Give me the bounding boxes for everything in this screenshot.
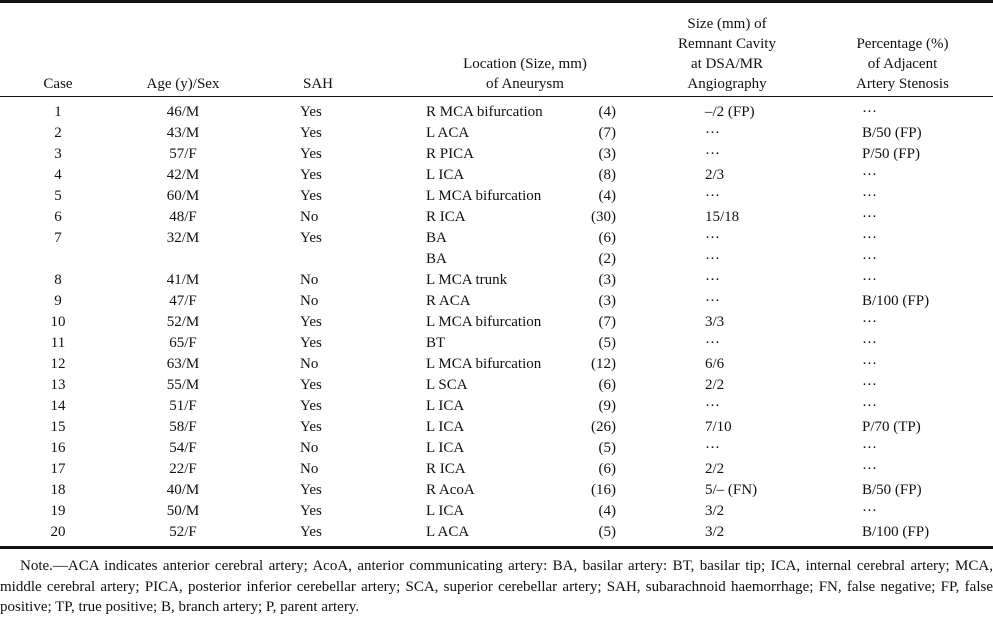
aneurysm-size-cell: (5) (598, 524, 616, 540)
remnant-cell: 2/2 (705, 461, 725, 477)
sah-cell: Yes (300, 524, 322, 540)
aneurysm-size-cell: (4) (598, 503, 616, 519)
aneurysm-size-cell: (26) (591, 419, 616, 435)
remnant-cell: 2/3 (705, 167, 725, 183)
age-sex-cell: 32/M (166, 230, 200, 246)
footnote-text: Note.—ACA indicates anterior cerebral artery; AcoA, anterior communicating artery: BA, basilar artery: BT, basilar tip; ICA, internal cerebral artery; MCA, middle cerebral artery; PICA, posterior inferior cerebellar artery; SCA, superior cerebellar artery; SAH, subarachnoid haemorrhage; FN, false negative; FP, false positive; TP, true positive; B, branch artery; P, parent artery. (0, 558, 993, 615)
table-row (0, 333, 993, 354)
age-sex-cell: 42/M (166, 167, 200, 183)
age-sex-cell: 60/M (166, 188, 200, 204)
header-location: Location (Size, mm) of Aneurysm (463, 56, 587, 92)
age-sex-cell: 43/M (166, 125, 200, 141)
aneurysm-size-cell: (4) (598, 104, 616, 120)
table-footnote (0, 556, 993, 618)
sah-cell: Yes (300, 230, 322, 246)
aneurysm-size-cell: (9) (598, 398, 616, 414)
case-cell: 3 (54, 146, 62, 162)
stenosis-cell: ··· (862, 314, 877, 330)
age-sex-cell: 58/F (169, 419, 197, 435)
remnant-cell: ··· (705, 188, 720, 204)
table-row (0, 249, 993, 270)
remnant-cell: 15/18 (705, 209, 740, 225)
aneurysm-size-cell: (4) (598, 188, 616, 204)
age-sex-cell: 65/F (169, 335, 197, 351)
header-case: Case (43, 76, 73, 92)
stenosis-cell: ··· (862, 188, 877, 204)
location-cell: BA (426, 230, 447, 246)
case-cell: 11 (50, 335, 66, 351)
sah-cell: Yes (300, 377, 322, 393)
case-cell: 9 (54, 293, 62, 309)
remnant-cell: 3/2 (705, 524, 725, 540)
age-sex-cell: 55/M (166, 377, 200, 393)
location-cell: L SCA (426, 377, 468, 393)
location-cell: L ICA (426, 419, 465, 435)
location-cell: BT (426, 335, 446, 351)
stenosis-cell: ··· (862, 230, 877, 246)
aneurysm-size-cell: (7) (598, 125, 616, 141)
location-cell: R MCA bifurcation (426, 104, 543, 120)
location-cell: L MCA trunk (426, 272, 508, 288)
table-header-rule (0, 96, 993, 97)
location-cell: L MCA bifurcation (426, 314, 542, 330)
table-row (0, 522, 993, 543)
age-sex-cell: 22/F (169, 461, 197, 477)
age-sex-cell: 63/M (166, 356, 200, 372)
location-cell: R ACA (426, 293, 471, 309)
table-row (0, 123, 993, 144)
sah-cell: No (300, 209, 319, 225)
age-sex-cell: 48/F (169, 209, 197, 225)
stenosis-cell: ··· (862, 398, 877, 414)
remnant-cell: 3/2 (705, 503, 725, 519)
table-row (0, 270, 993, 291)
stenosis-cell: ··· (862, 209, 877, 225)
remnant-cell: –/2 (FP) (705, 104, 755, 120)
remnant-cell: 5/– (FN) (705, 482, 758, 498)
case-cell: 12 (50, 356, 66, 372)
remnant-cell: ··· (705, 251, 720, 267)
sah-cell: Yes (300, 188, 322, 204)
header-age-sex: Age (y)/Sex (146, 76, 220, 92)
location-cell: L ACA (426, 524, 470, 540)
stenosis-cell: ··· (862, 272, 877, 288)
location-cell: L ACA (426, 125, 470, 141)
case-cell: 7 (54, 230, 62, 246)
aneurysm-size-cell: (8) (598, 167, 616, 183)
sah-cell: Yes (300, 398, 322, 414)
location-cell: L ICA (426, 398, 465, 414)
location-cell: R PICA (426, 146, 474, 162)
table-row (0, 501, 993, 522)
location-cell: L ICA (426, 167, 465, 183)
sah-cell: No (300, 440, 319, 456)
age-sex-cell: 41/M (166, 272, 200, 288)
table-row (0, 186, 993, 207)
stenosis-cell: P/70 (TP) (862, 419, 921, 435)
table-row (0, 417, 993, 438)
location-cell: L ICA (426, 503, 465, 519)
header-stenosis-percentage: Percentage (%) of Adjacent Artery Stenosis (856, 36, 949, 92)
sah-cell: Yes (300, 482, 322, 498)
aneurysm-size-cell: (5) (598, 440, 616, 456)
table-top-rule (0, 0, 993, 3)
table-row (0, 375, 993, 396)
stenosis-cell: P/50 (FP) (862, 146, 920, 162)
aneurysm-size-cell: (5) (598, 335, 616, 351)
aneurysm-size-cell: (3) (598, 146, 616, 162)
case-cell: 5 (54, 188, 62, 204)
remnant-cell: ··· (705, 272, 720, 288)
case-cell: 16 (50, 440, 66, 456)
sah-cell: Yes (300, 146, 322, 162)
table-row (0, 480, 993, 501)
stenosis-cell: ··· (862, 377, 877, 393)
sah-cell: Yes (300, 419, 322, 435)
stenosis-cell: ··· (862, 356, 877, 372)
location-cell: BA (426, 251, 447, 267)
case-cell: 17 (50, 461, 66, 477)
aneurysm-size-cell: (12) (591, 356, 616, 372)
age-sex-cell: 54/F (169, 440, 197, 456)
table-row (0, 291, 993, 312)
table-row (0, 228, 993, 249)
remnant-cell: ··· (705, 230, 720, 246)
remnant-cell: ··· (705, 440, 720, 456)
age-sex-cell: 52/F (169, 524, 197, 540)
sah-cell: Yes (300, 503, 322, 519)
age-sex-cell: 57/F (169, 146, 197, 162)
stenosis-cell: ··· (862, 503, 877, 519)
case-cell: 18 (50, 482, 66, 498)
remnant-cell: ··· (705, 398, 720, 414)
remnant-cell: ··· (705, 125, 720, 141)
table-row (0, 354, 993, 375)
aneurysm-size-cell: (2) (598, 251, 616, 267)
sah-cell: Yes (300, 314, 322, 330)
stenosis-cell: B/50 (FP) (862, 482, 922, 498)
aneurysm-size-cell: (16) (591, 482, 616, 498)
aneurysm-size-cell: (3) (598, 272, 616, 288)
location-cell: L MCA bifurcation (426, 188, 542, 204)
aneurysm-size-cell: (6) (598, 230, 616, 246)
location-cell: R ICA (426, 209, 466, 225)
case-cell: 10 (50, 314, 66, 330)
aneurysm-size-cell: (3) (598, 293, 616, 309)
age-sex-cell: 51/F (169, 398, 197, 414)
case-cell: 6 (54, 209, 62, 225)
case-cell: 2 (54, 125, 62, 141)
aneurysm-size-cell: (30) (591, 209, 616, 225)
header-remnant-size: Size (mm) of Remnant Cavity at DSA/MR Angiography (678, 16, 776, 92)
aneurysm-size-cell: (7) (598, 314, 616, 330)
case-cell: 4 (54, 167, 62, 183)
table-row (0, 312, 993, 333)
stenosis-cell: B/100 (FP) (862, 293, 930, 309)
location-cell: R AcoA (426, 482, 475, 498)
remnant-cell: 7/10 (705, 419, 732, 435)
sah-cell: Yes (300, 125, 322, 141)
case-cell: 15 (50, 419, 66, 435)
sah-cell: Yes (300, 167, 322, 183)
stenosis-cell: ··· (862, 104, 877, 120)
header-sah: SAH (302, 76, 333, 92)
stenosis-cell: ··· (862, 167, 877, 183)
location-cell: L MCA bifurcation (426, 356, 542, 372)
case-cell: 20 (50, 524, 66, 540)
table-row (0, 396, 993, 417)
sah-cell: Yes (300, 104, 322, 120)
sah-cell: No (300, 293, 319, 309)
remnant-cell: 3/3 (705, 314, 725, 330)
remnant-cell: ··· (705, 293, 720, 309)
table-row (0, 165, 993, 186)
age-sex-cell: 52/M (166, 314, 200, 330)
sah-cell: No (300, 356, 319, 372)
age-sex-cell: 46/M (166, 104, 200, 120)
stenosis-cell: ··· (862, 335, 877, 351)
table-row (0, 207, 993, 228)
sah-cell: Yes (300, 335, 322, 351)
case-cell: 8 (54, 272, 62, 288)
remnant-cell: 2/2 (705, 377, 725, 393)
stenosis-cell: ··· (862, 251, 877, 267)
aneurysm-size-cell: (6) (598, 377, 616, 393)
table-row (0, 438, 993, 459)
table-row (0, 144, 993, 165)
remnant-cell: ··· (705, 146, 720, 162)
table-body (0, 102, 993, 543)
table-row (0, 102, 993, 123)
stenosis-cell: ··· (862, 461, 877, 477)
remnant-cell: 6/6 (705, 356, 725, 372)
case-cell: 19 (50, 503, 66, 519)
table-row (0, 459, 993, 480)
stenosis-cell: B/100 (FP) (862, 524, 930, 540)
sah-cell: No (300, 272, 319, 288)
age-sex-cell: 47/F (169, 293, 197, 309)
remnant-cell: ··· (705, 335, 720, 351)
age-sex-cell: 50/M (166, 503, 200, 519)
case-cell: 14 (50, 398, 66, 414)
stenosis-cell: B/50 (FP) (862, 125, 922, 141)
age-sex-cell: 40/M (166, 482, 200, 498)
location-cell: L ICA (426, 440, 465, 456)
case-cell: 13 (50, 377, 66, 393)
stenosis-cell: ··· (862, 440, 877, 456)
aneurysm-size-cell: (6) (598, 461, 616, 477)
table-bottom-rule (0, 546, 993, 549)
case-cell: 1 (54, 104, 62, 120)
sah-cell: No (300, 461, 319, 477)
location-cell: R ICA (426, 461, 466, 477)
